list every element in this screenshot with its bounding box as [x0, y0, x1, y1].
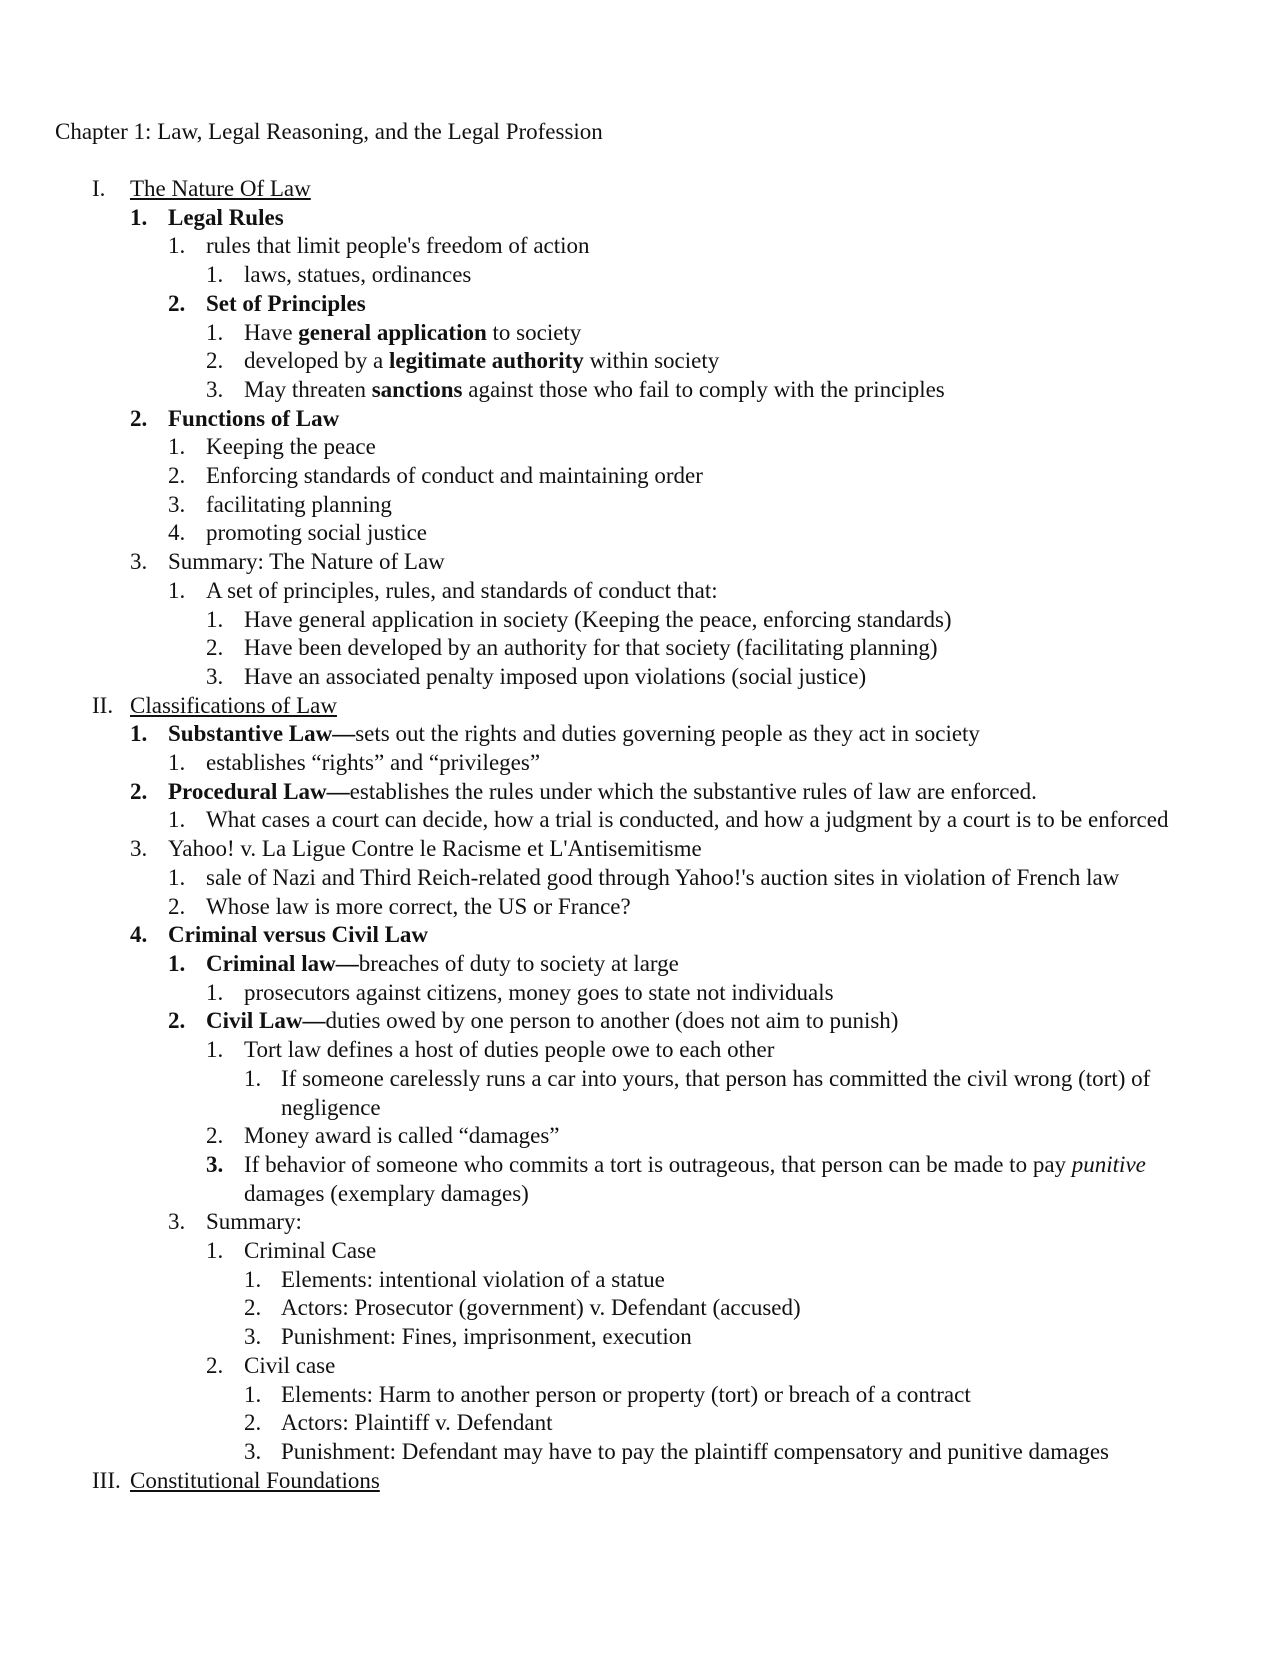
- text-run: damages (exemplary damages): [244, 1180, 529, 1206]
- outline-item-text: [206, 864, 1220, 893]
- outline-item: [0, 1352, 1280, 1381]
- outline-item-text: [281, 1323, 1220, 1352]
- outline-item-text: [168, 778, 1220, 807]
- text-run: Summary:: [206, 1209, 302, 1235]
- text-run: sets out the rights and duties governing people as they act in society: [355, 721, 980, 747]
- outline-item: [0, 319, 1280, 348]
- outline-item: [0, 1266, 1280, 1295]
- outline-item-text: [244, 1122, 1220, 1151]
- outline-item-text: [206, 1007, 1220, 1036]
- outline-item: [0, 634, 1280, 663]
- outline-item: [0, 1122, 1280, 1151]
- section-heading-text: Classifications of Law: [130, 692, 337, 718]
- outline-item: [0, 749, 1280, 778]
- text-run: If someone carelessly runs a car into yours, that person has committed the civil wrong (tort) of negligence: [281, 1065, 1151, 1120]
- outline-item-number: 3.: [130, 549, 148, 575]
- outline-item-number: 2.: [168, 290, 186, 316]
- text-run: establishes “rights” and “privileges”: [206, 750, 541, 776]
- outline-item-number: 1.: [168, 233, 186, 259]
- outline-item-number: 4.: [168, 520, 186, 546]
- outline-item: [0, 1007, 1280, 1036]
- outline-item: [0, 1237, 1280, 1266]
- outline-item-text: [206, 893, 1220, 922]
- outline-item-text: [281, 1438, 1220, 1467]
- outline-item: [0, 979, 1280, 1008]
- outline-item: [0, 232, 1280, 261]
- outline-item-number: 2.: [130, 778, 148, 804]
- text-run: laws, statues, ordinances: [244, 262, 472, 288]
- outline-item: [0, 778, 1280, 807]
- outline-item-number: 2.: [244, 1410, 262, 1436]
- outline-item-text: [168, 921, 1220, 950]
- text-run: promoting social justice: [206, 520, 428, 546]
- outline-item-number: 1.: [206, 262, 224, 288]
- outline-item-text: [244, 261, 1220, 290]
- outline-item-number: 2.: [168, 463, 186, 489]
- outline-item-number: 3.: [244, 1438, 262, 1464]
- outline-item: [0, 577, 1280, 606]
- text-run: Actors: Plaintiff v. Defendant: [281, 1410, 553, 1436]
- outline-item-number: 2.: [206, 348, 224, 374]
- outline-item: [0, 1467, 1280, 1496]
- bold-term: sanctions: [371, 376, 463, 402]
- outline-item: [0, 1381, 1280, 1410]
- outline-item-number: 2.: [206, 635, 224, 661]
- outline-item-number: 1.: [168, 807, 186, 833]
- text-run: within society: [583, 348, 720, 374]
- outline-item: [0, 835, 1280, 864]
- outline-item-text: [244, 1237, 1220, 1266]
- outline-item-text: [206, 950, 1220, 979]
- outline-item-text: [281, 1409, 1220, 1438]
- outline-item-number: 1.: [130, 721, 148, 747]
- text-run: Yahoo! v. La Ligue Contre le Racisme et L'Antisemitisme: [168, 836, 702, 862]
- bold-term: legitimate authority: [388, 348, 584, 374]
- text-run: Keeping the peace: [206, 434, 376, 460]
- outline-item: [0, 261, 1280, 290]
- outline-item-text: [168, 204, 1220, 233]
- outline-item: [0, 290, 1280, 319]
- text-run: against those who fail to comply with the principles: [462, 376, 945, 402]
- outline-item-text: [168, 405, 1220, 434]
- text-run: Punishment: Defendant may have to pay the plaintiff compensatory and punitive damages: [281, 1438, 1109, 1464]
- bold-term: general application: [298, 319, 487, 345]
- document-title: Chapter 1: Law, Legal Reasoning, and the Legal Profession: [55, 119, 603, 144]
- outline-item: [0, 1409, 1280, 1438]
- bold-term: Legal Rules: [168, 204, 284, 230]
- outline-list: [0, 175, 1280, 1495]
- outline-item-number: 2.: [206, 1352, 224, 1378]
- bold-term: Procedural Law—: [168, 778, 350, 804]
- outline-item: [0, 347, 1280, 376]
- text-run: What cases a court can decide, how a trial is conducted, and how a judgment by a court is to be enforced: [206, 807, 1169, 833]
- bold-term: Set of Principles: [206, 290, 366, 316]
- outline-item-number: 2.: [244, 1295, 262, 1321]
- outline-item: [0, 950, 1280, 979]
- section-heading-text: The Nature Of Law: [130, 176, 311, 201]
- text-run: Actors: Prosecutor (government) v. Defendant (accused): [281, 1295, 801, 1321]
- outline-item-number: 1.: [168, 577, 186, 603]
- outline-item-number: 1.: [206, 1037, 224, 1063]
- section-heading-text: Constitutional Foundations: [130, 1467, 380, 1493]
- outline-item: [0, 663, 1280, 692]
- outline-item-text: [244, 663, 1220, 692]
- text-run: duties owed by one person to another (does not aim to punish): [325, 1008, 899, 1034]
- outline-item-number: 3.: [168, 1209, 186, 1235]
- outline-item-text: [206, 806, 1220, 835]
- outline-item: [0, 175, 1280, 204]
- outline-item: [0, 1208, 1280, 1237]
- outline-item-text: [206, 749, 1220, 778]
- outline-item-number: 3.: [206, 663, 224, 689]
- outline-item-number: 3.: [206, 1151, 224, 1177]
- outline-item-number: 2.: [168, 1008, 186, 1034]
- text-run: Enforcing standards of conduct and maintaining order: [206, 463, 703, 489]
- outline-item-text: [130, 175, 1220, 204]
- outline-item-number: 1.: [244, 1381, 262, 1407]
- outline-item-number: II.: [92, 692, 114, 718]
- text-run: Have: [244, 319, 299, 345]
- outline-item-number: 1.: [206, 606, 224, 632]
- outline-item: [0, 519, 1280, 548]
- text-run: rules that limit people's freedom of action: [206, 233, 590, 259]
- outline-item: [0, 893, 1280, 922]
- outline-item-text: [244, 376, 1220, 405]
- outline-item-number: 1.: [206, 319, 224, 345]
- text-run: Punishment: Fines, imprisonment, execution: [281, 1324, 692, 1350]
- outline-item-text: [130, 1467, 1220, 1496]
- outline-item-number: 3.: [130, 836, 148, 862]
- outline-item-text: [244, 1352, 1220, 1381]
- outline-item-text: [206, 577, 1220, 606]
- text-run: Have an associated penalty imposed upon violations (social justice): [244, 663, 867, 689]
- text-run: sale of Nazi and Third Reich-related good through Yahoo!'s auction sites in violation of French law: [206, 864, 1120, 890]
- outline-item: [0, 376, 1280, 405]
- outline-item: [0, 491, 1280, 520]
- outline-item-number: 1.: [168, 750, 186, 776]
- outline-item-text: [281, 1266, 1220, 1295]
- italic-term: punitive: [1071, 1151, 1146, 1177]
- text-run: A set of principles, rules, and standards of conduct that:: [206, 577, 718, 603]
- outline-item-text: [281, 1381, 1220, 1410]
- outline-item-number: 3.: [244, 1324, 262, 1350]
- outline-item: [0, 548, 1280, 577]
- outline-item-text: [206, 232, 1220, 261]
- outline-item-number: 3.: [206, 376, 224, 402]
- outline-item: [0, 806, 1280, 835]
- outline-item-number: 1.: [206, 979, 224, 1005]
- outline-item: [0, 462, 1280, 491]
- outline-item-text: [281, 1065, 1220, 1122]
- text-run: Criminal Case: [244, 1238, 377, 1264]
- outline-item-number: 3.: [168, 491, 186, 517]
- outline-item-number: 1.: [244, 1266, 262, 1292]
- bold-term: Criminal versus Civil Law: [168, 922, 429, 948]
- outline-item-text: [244, 1151, 1220, 1208]
- outline-item: [0, 433, 1280, 462]
- text-run: Have been developed by an authority for that society (facilitating planning): [244, 635, 938, 661]
- text-run: Civil case: [244, 1352, 336, 1378]
- outline-item-number: 1.: [130, 204, 148, 230]
- outline-item: [0, 1294, 1280, 1323]
- text-run: breaches of duty to society at large: [358, 950, 679, 976]
- outline-item: [0, 921, 1280, 950]
- outline-item: [0, 1151, 1280, 1208]
- outline-item: [0, 606, 1280, 635]
- outline-item-text: [206, 433, 1220, 462]
- outline-item: [0, 720, 1280, 749]
- text-run: establishes the rules under which the substantive rules of law are enforced.: [349, 778, 1037, 804]
- text-run: Tort law defines a host of duties people owe to each other: [244, 1037, 775, 1063]
- bold-term: Substantive Law—: [168, 721, 356, 747]
- outline-item-text: [206, 519, 1220, 548]
- text-run: developed by a: [244, 348, 389, 374]
- outline-item-text: [206, 491, 1220, 520]
- text-run: Elements: intentional violation of a statue: [281, 1266, 665, 1292]
- text-run: Elements: Harm to another person or property (tort) or breach of a contract: [281, 1381, 971, 1407]
- outline-item-text: [244, 606, 1220, 635]
- outline-item-text: [244, 1036, 1220, 1065]
- outline-item: [0, 405, 1280, 434]
- text-run: If behavior of someone who commits a tort is outrageous, that person can be made to pay: [244, 1151, 1072, 1177]
- outline-item-text: [168, 720, 1220, 749]
- text-run: May threaten: [244, 376, 372, 402]
- text-run: prosecutors against citizens, money goes to state not individuals: [244, 979, 834, 1005]
- text-run: Whose law is more correct, the US or France?: [206, 893, 631, 919]
- outline-item: [0, 1036, 1280, 1065]
- outline-item-text: [168, 835, 1220, 864]
- outline-item-text: [206, 290, 1220, 319]
- outline-item: [0, 1323, 1280, 1352]
- outline-item-number: 2.: [206, 1123, 224, 1149]
- outline-item: [0, 864, 1280, 893]
- outline-item-text: [244, 634, 1220, 663]
- outline-item-number: 2.: [130, 405, 148, 431]
- outline-item: [0, 204, 1280, 233]
- outline-item-text: [206, 1208, 1220, 1237]
- outline-item-text: [130, 692, 1220, 721]
- outline-item-number: 1.: [244, 1065, 262, 1091]
- outline-item-number: III.: [92, 1467, 121, 1493]
- text-run: Have general application in society (Keeping the peace, enforcing standards): [244, 606, 952, 632]
- outline-item: [0, 1438, 1280, 1467]
- outline-item-text: [244, 979, 1220, 1008]
- outline-item-text: [206, 462, 1220, 491]
- text-run: Summary: The Nature of Law: [168, 549, 445, 575]
- outline-item: [0, 1065, 1280, 1122]
- outline-item-text: [244, 319, 1220, 348]
- outline-item-text: [244, 347, 1220, 376]
- outline-item-text: [281, 1294, 1220, 1323]
- text-run: to society: [486, 319, 582, 345]
- outline-item-text: [168, 548, 1220, 577]
- outline-item-number: 1.: [168, 864, 186, 890]
- outline-item-number: I.: [92, 176, 106, 201]
- outline-item-number: 1.: [206, 1238, 224, 1264]
- outline-item-number: 2.: [168, 893, 186, 919]
- bold-term: Criminal law—: [206, 950, 359, 976]
- bold-term: Functions of Law: [168, 405, 340, 431]
- bold-term: Civil Law—: [206, 1008, 326, 1034]
- outline-item-number: 1.: [168, 434, 186, 460]
- outline-item: [0, 692, 1280, 721]
- text-run: facilitating planning: [206, 491, 392, 517]
- text-run: Money award is called “damages”: [244, 1123, 560, 1149]
- outline-item-number: 1.: [168, 950, 186, 976]
- outline-item-number: 4.: [130, 922, 148, 948]
